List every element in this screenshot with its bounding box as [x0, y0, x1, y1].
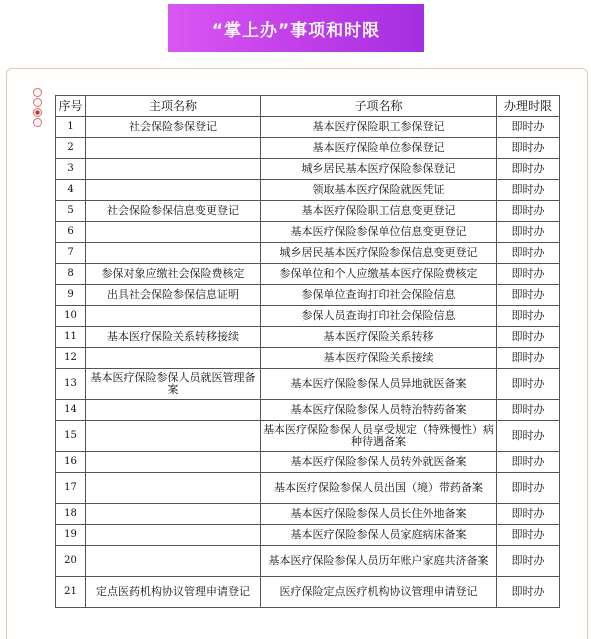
row-no: 18: [56, 504, 86, 525]
row-sub: 医疗保险定点医疗机构协议管理申请登记: [261, 577, 497, 608]
row-main: 参保对象应缴社会保险费核定: [86, 264, 261, 285]
row-no: 2: [56, 138, 86, 159]
row-time: 即时办: [497, 546, 560, 577]
table-row: [56, 525, 560, 546]
row-no: 17: [56, 473, 86, 504]
row-no: 16: [56, 452, 86, 473]
row-main: [86, 180, 261, 201]
row-no: 21: [56, 577, 86, 608]
table-row: [56, 222, 560, 243]
row-time: 即时办: [497, 327, 560, 348]
service-table: [55, 95, 560, 608]
row-time: 即时办: [497, 138, 560, 159]
row-time: 即时办: [497, 243, 560, 264]
row-no: 19: [56, 525, 86, 546]
row-sub: 基本医疗保险参保单位信息变更登记: [261, 222, 497, 243]
row-sub: 基本医疗保险参保人员出国（境）带药备案: [261, 473, 497, 504]
table-header-row: [56, 96, 560, 117]
table-row: [56, 473, 560, 504]
row-main: 定点医药机构协议管理申请登记: [86, 577, 261, 608]
row-no: 5: [56, 201, 86, 222]
row-main: [86, 348, 261, 369]
row-time: 即时办: [497, 473, 560, 504]
row-time: 即时办: [497, 421, 560, 452]
row-main: [86, 525, 261, 546]
row-no: 14: [56, 400, 86, 421]
row-no: 10: [56, 306, 86, 327]
row-main: [86, 306, 261, 327]
row-time: 即时办: [497, 369, 560, 400]
table-row: [56, 369, 560, 400]
row-main: [86, 222, 261, 243]
header-time: 办理时限: [497, 96, 560, 117]
row-sub: 基本医疗保险参保人员历年账户家庭共济备案: [261, 546, 497, 577]
table-row: [56, 421, 560, 452]
table-row: [56, 243, 560, 264]
table-row: [56, 327, 560, 348]
row-sub: 基本医疗保险参保人员长住外地备案: [261, 504, 497, 525]
row-main: [86, 400, 261, 421]
row-time: 即时办: [497, 577, 560, 608]
row-main: [86, 504, 261, 525]
row-time: 即时办: [497, 159, 560, 180]
table-row: [56, 546, 560, 577]
row-time: 即时办: [497, 117, 560, 138]
row-no: 1: [56, 117, 86, 138]
row-main: [86, 473, 261, 504]
table-row: [56, 452, 560, 473]
table-row: [56, 180, 560, 201]
table-row: [56, 264, 560, 285]
table-row: [56, 348, 560, 369]
row-no: 7: [56, 243, 86, 264]
row-main: 社会保险参保登记: [86, 117, 261, 138]
row-sub: 基本医疗保险参保人员异地就医备案: [261, 369, 497, 400]
row-time: 即时办: [497, 201, 560, 222]
table-row: [56, 138, 560, 159]
row-no: 6: [56, 222, 86, 243]
table-row: [56, 285, 560, 306]
row-main: [86, 138, 261, 159]
row-sub: 城乡居民基本医疗保险参保信息变更登记: [261, 243, 497, 264]
row-main: 基本医疗保险参保人员就医管理备案: [86, 369, 261, 400]
row-sub: 基本医疗保险单位参保登记: [261, 138, 497, 159]
row-sub: 参保单位查询打印社会保险信息: [261, 285, 497, 306]
row-sub: 基本医疗保险参保人员享受规定（特殊慢性）病种待遇备案: [261, 421, 497, 452]
table-row: [56, 577, 560, 608]
row-sub: 基本医疗保险关系接续: [261, 348, 497, 369]
row-no: 9: [56, 285, 86, 306]
row-time: 即时办: [497, 285, 560, 306]
row-no: 20: [56, 546, 86, 577]
row-sub: 基本医疗保险职工参保登记: [261, 117, 497, 138]
header-sub: 子项名称: [261, 96, 497, 117]
row-sub: 基本医疗保险关系转移: [261, 327, 497, 348]
row-sub: 基本医疗保险参保人员转外就医备案: [261, 452, 497, 473]
binder-rings: [33, 88, 45, 128]
row-sub: 基本医疗保险职工信息变更登记: [261, 201, 497, 222]
row-time: 即时办: [497, 348, 560, 369]
row-main: [86, 546, 261, 577]
header-no: 序号: [56, 96, 86, 117]
row-main: [86, 421, 261, 452]
row-no: 3: [56, 159, 86, 180]
row-time: 即时办: [497, 306, 560, 327]
ring-icon: [33, 88, 42, 97]
row-time: 即时办: [497, 222, 560, 243]
row-main: 社会保险参保信息变更登记: [86, 201, 261, 222]
page-banner: [168, 4, 424, 52]
row-main: [86, 243, 261, 264]
row-no: 4: [56, 180, 86, 201]
ring-icon-active: [33, 108, 42, 117]
row-time: 即时办: [497, 400, 560, 421]
row-no: 8: [56, 264, 86, 285]
row-time: 即时办: [497, 452, 560, 473]
table-row: [56, 400, 560, 421]
row-sub: 领取基本医疗保险就医凭证: [261, 180, 497, 201]
row-sub: 参保单位和个人应缴基本医疗保险费核定: [261, 264, 497, 285]
row-main: 出具社会保险参保信息证明: [86, 285, 261, 306]
table-row: [56, 201, 560, 222]
row-no: 11: [56, 327, 86, 348]
table-row: [56, 117, 560, 138]
row-main: [86, 452, 261, 473]
row-time: 即时办: [497, 525, 560, 546]
row-sub: 基本医疗保险参保人员家庭病床备案: [261, 525, 497, 546]
header-main: 主项名称: [86, 96, 261, 117]
table-row: [56, 159, 560, 180]
row-sub: 城乡居民基本医疗保险参保登记: [261, 159, 497, 180]
row-no: 13: [56, 369, 86, 400]
ring-icon: [33, 118, 42, 127]
row-sub: 基本医疗保险参保人员特治特药备案: [261, 400, 497, 421]
row-time: 即时办: [497, 264, 560, 285]
ring-icon: [33, 98, 42, 107]
row-main: [86, 159, 261, 180]
row-main: 基本医疗保险关系转移接续: [86, 327, 261, 348]
row-no: 15: [56, 421, 86, 452]
table-row: [56, 306, 560, 327]
row-no: 12: [56, 348, 86, 369]
banner-title: “掌上办”事项和时限: [211, 20, 381, 41]
row-time: 即时办: [497, 504, 560, 525]
row-time: 即时办: [497, 180, 560, 201]
table-row: [56, 504, 560, 525]
row-sub: 参保人员查询打印社会保险信息: [261, 306, 497, 327]
